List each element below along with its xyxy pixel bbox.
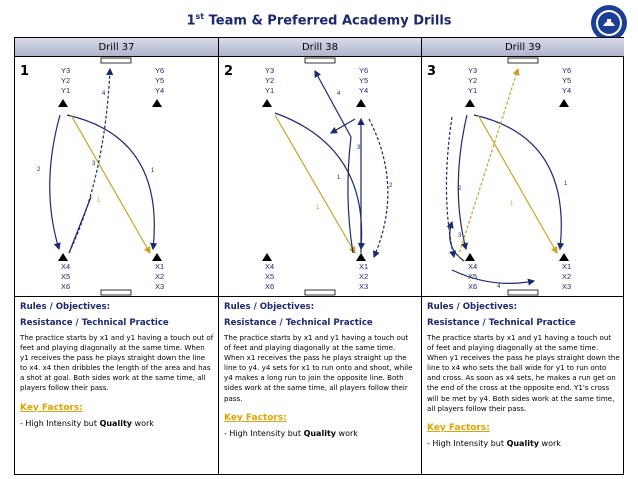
player-label: X2 [562,272,572,281]
run-arrow [348,137,353,253]
cone-top-left [262,99,272,107]
bottom-goal [305,290,335,295]
cone-bottom-right [152,253,162,261]
cone-bottom-right [356,253,366,261]
key-factors-title: Key Factors: [20,402,83,413]
run-arrow [452,270,534,283]
sequence-label: 1 [97,198,101,204]
sequence-label: 1 [510,201,514,207]
player-label: X5 [61,272,71,281]
top-goal [101,58,131,63]
player-label: X6 [61,282,71,291]
player-label: Y6 [155,66,165,75]
pass-arrow [275,115,355,253]
player-label: X6 [265,282,275,291]
drill-diagram [15,57,218,297]
drill-number: 1 [20,64,30,79]
rules-title: Rules / Objectives: [20,302,111,312]
cone-top-right [356,99,366,107]
pass-arrow [478,115,557,253]
key-factor-line: - High Intensity but Quality work [20,418,154,428]
player-label: Y2 [468,76,478,85]
key-factors-title: Key Factors: [427,422,490,433]
player-label: Y5 [155,76,165,85]
sequence-label: 4 [102,91,106,97]
player-label: Y4 [359,86,369,95]
player-label: Y1 [265,86,275,95]
cone-top-right [152,99,162,107]
pass-arrow [458,115,467,249]
cone-bottom-left [262,253,272,261]
practice-subtitle: Resistance / Technical Practice [20,318,169,328]
player-label: X5 [265,272,275,281]
drill-column-39 [421,38,624,474]
sequence-label: 4 [497,284,501,290]
sequence-label: 2 [37,167,41,173]
rules-section [422,298,624,449]
practice-subtitle: Resistance / Technical Practice [427,318,576,328]
drill-diagram [422,57,624,297]
drill-diagram-svg [15,57,218,297]
sequence-label: 4 [337,91,341,97]
player-label: X1 [562,262,572,271]
pass-arrow [71,115,150,253]
run-arrow [474,115,561,249]
rules-title: Rules / Objectives: [224,302,315,312]
player-label: Y5 [562,76,572,85]
cone-top-left [465,99,475,107]
bottom-goal [101,290,131,295]
bottom-goal [508,290,538,295]
drill-heading: Drill 37 [15,38,218,57]
sequence-label: 2 [458,186,462,192]
drill-heading: Drill 38 [219,38,421,57]
shot-arrow [315,71,351,137]
sequence-label: 2 [389,183,393,189]
key-factor-line: - High Intensity but Quality work [224,428,358,438]
top-goal [508,58,538,63]
player-label: Y3 [61,66,71,75]
drill-diagram-svg [219,57,422,297]
player-label: Y6 [562,66,572,75]
player-label: X2 [359,272,369,281]
player-label: X3 [562,282,572,291]
player-label: Y3 [468,66,478,75]
drill-column-38 [218,38,421,474]
sequence-label: 3 [357,145,361,151]
drill-description: The practice starts by x1 and y1 having a touch out of feet and playing diagonally at the same time. When y1 receives the pass he plays straight down the line to x4. x4 then dribbles the length of the area and has a shot at goal. Both sides work at the same time, all players follow their pass. [20,333,214,393]
drills-sheet [14,37,624,475]
key-factors-title: Key Factors: [224,412,287,423]
player-label: X3 [155,282,165,291]
player-label: Y2 [265,76,275,85]
cone-top-right [559,99,569,107]
top-goal [305,58,335,63]
drill-diagram-svg [422,57,625,297]
sequence-label: 1 [151,168,155,174]
cone-top-left [58,99,68,107]
practice-subtitle: Resistance / Technical Practice [224,318,373,328]
cone-bottom-left [465,253,475,261]
drill-heading: Drill 39 [422,38,624,57]
sequence-label: 1 [337,175,341,181]
drill-description: The practice starts by x1 and y1 having a touch out of feet and playing diagonally at the same time. When x1 receives the pass he plays straight up the line to y4. y4 sets for x1 to run onto and shoot, while y4 makes a long run to join the opposite line. Both sides work at the same time, all players follow their pass. [224,333,413,403]
rules-section [15,298,218,429]
drill-number: 3 [427,64,437,79]
drill-column-37 [15,38,218,474]
pass-arrow [50,115,60,249]
run-arrow [69,197,91,253]
player-label: X2 [155,272,165,281]
player-label: X4 [468,262,478,271]
cross-arrow [458,69,518,257]
player-label: X6 [468,282,478,291]
player-label: Y4 [562,86,572,95]
cone-bottom-left [58,253,68,261]
page-title: 1st Team & Preferred Academy Drills [186,12,452,29]
player-label: Y6 [359,66,369,75]
player-label: Y4 [155,86,165,95]
key-factor-line: - High Intensity but Quality work [427,438,561,448]
player-label: X3 [359,282,369,291]
player-label: Y2 [61,76,71,85]
long-run-arrow [369,119,388,257]
drill-diagram [219,57,421,297]
cone-bottom-right [559,253,569,261]
player-label: X4 [265,262,275,271]
drill-description: The practice starts by x1 and y1 having a touch out of feet and playing diagonally at the same time. When y1 receives the pass he plays straight down the line to x4 who sets the ball wide for y1 to run onto and cross. As soon as x4 sets, he makes a run get on the end of the cross at the opposite end. Y1's cross will be met by y4. Both sides work at the same time, all players follow their pass. [427,333,620,413]
sequence-label: 1 [564,181,568,187]
player-label: Y5 [359,76,369,85]
sequence-label: 1 [316,205,320,211]
rules-title: Rules / Objectives: [427,302,518,312]
player-label: X1 [155,262,165,271]
player-label: X1 [359,262,369,271]
run-arrow [67,115,154,249]
player-label: Y3 [265,66,275,75]
player-label: X4 [61,262,71,271]
sequence-label: 3 [458,233,462,239]
player-label: Y1 [61,86,71,95]
rules-section [219,298,421,439]
drill-number: 2 [224,64,234,79]
player-label: X5 [468,272,478,281]
player-label: Y1 [468,86,478,95]
sequence-label: 3 [92,161,96,167]
